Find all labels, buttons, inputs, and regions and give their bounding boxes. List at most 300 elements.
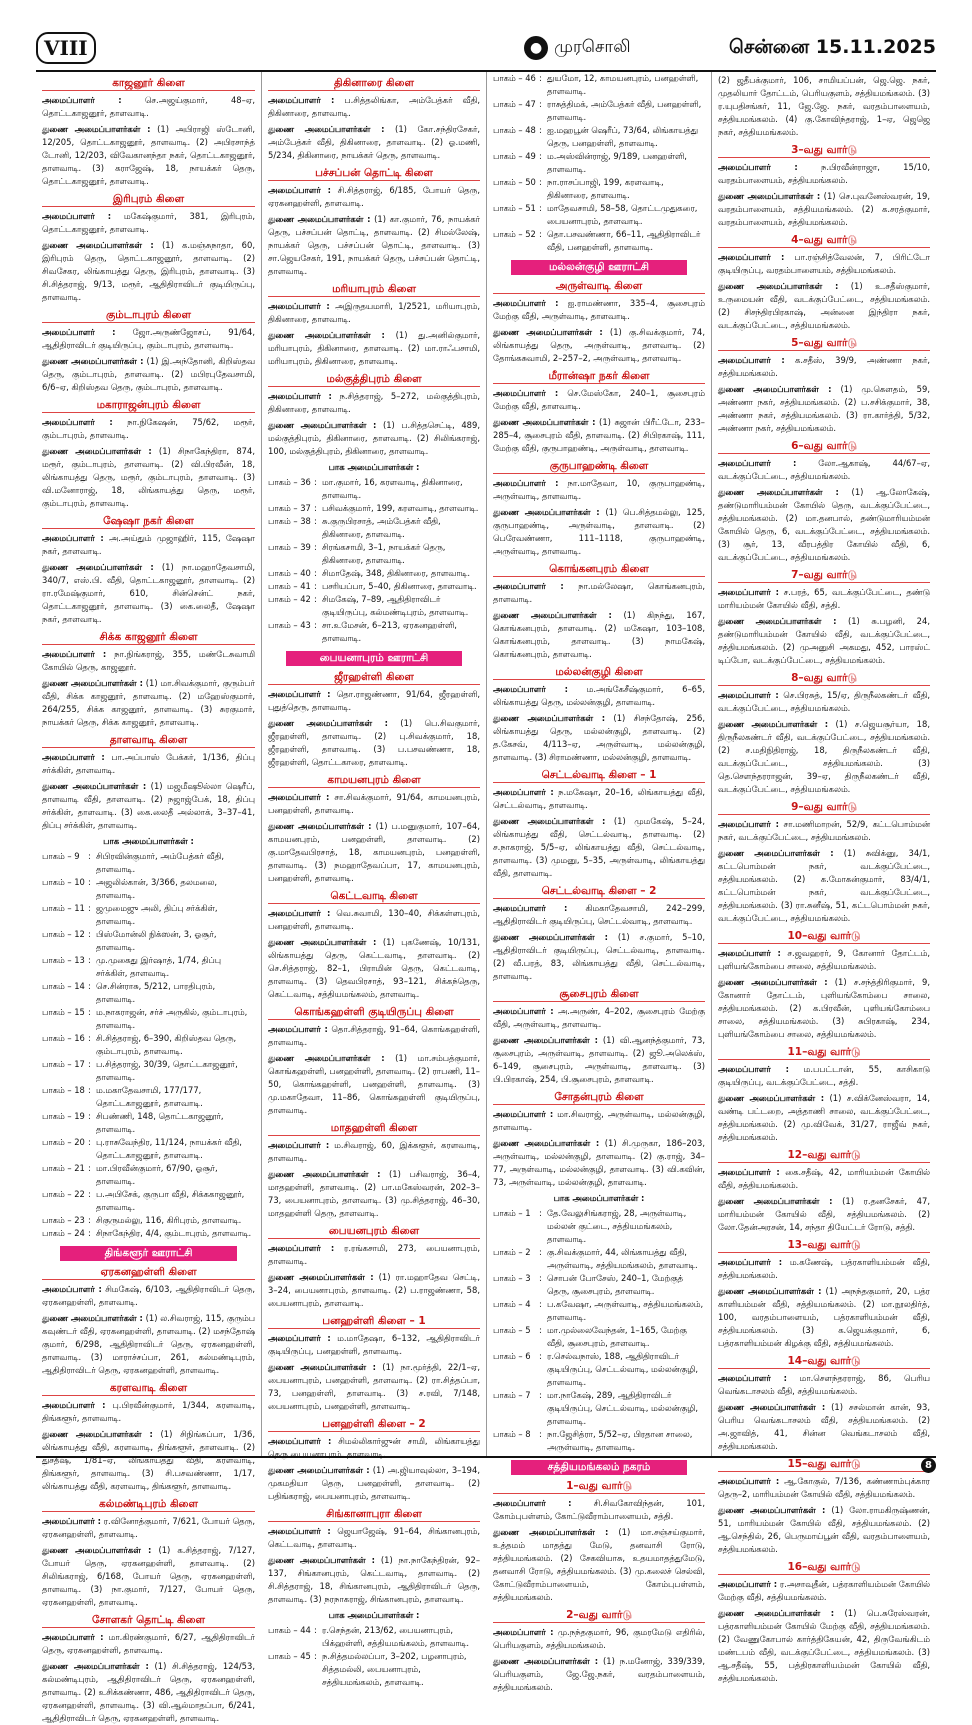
- role-label: துணை அமைப்பாளர்கள் :: [718, 719, 829, 729]
- city-date: சென்னை 15.11.2025: [729, 35, 936, 58]
- branch-heading: காஜனூர் கிளை: [42, 77, 255, 91]
- member-entry: [493, 326, 705, 365]
- member-details: நா.நிங்கராஜ், 355, மண்டேசுவாமி கோயில் தெரு, காஜனூர்.: [42, 649, 255, 672]
- booth-row: [268, 1650, 480, 1689]
- booth-number: பாகம் – 46: [493, 73, 536, 83]
- separator: :: [539, 229, 542, 239]
- booth-number: பாகம் – 40: [268, 568, 311, 578]
- role-label: துணை அமைப்பாளர்கள் :: [42, 562, 154, 572]
- member-details: (2) ஜதீபக்குமார், 106, சாமியப்பன், ஜெ.ஜெ. நகர், முதலியார் தோட்டம், பெரியகுளம், சத்தியமங்கலம். (3) ர.யுபதிசங்கர், 11, ஜே.ஜே. நகர், வரதம்பாளையம், சத்தியமங்கலம். (4) கு.கோவிந்தராஜ், 1–ஏ, ஜெஜெ நகர், சத்தியமங்கலம்.: [718, 75, 930, 137]
- booth-number: பாகம் – 51: [493, 203, 536, 213]
- branch-heading: 10–வது வார்டு: [718, 930, 930, 944]
- section: [268, 1006, 480, 1117]
- member-entry: [42, 648, 255, 674]
- member-details: (1) மா.சஞ்சய்குமார், உத்தமம் மாதத்து மேடு, தனவாசி ரோடு, சத்தியமங்கலம். (2) சேகவியாசு, உதயமாதத்துமேடு, தனவாசி ரோடு, சத்தியமங்கலம். (3) மு.கலைச் செல்வி, கோட்டுவீராம்பாளையம், கோம்புபள்ளம், சத்தியமங்கலம்.: [493, 1527, 705, 1602]
- section: [493, 1192, 705, 1454]
- separator: :: [314, 542, 317, 552]
- booth-number: பாகம் – 20: [42, 1137, 85, 1147]
- section: [42, 77, 255, 188]
- section: [493, 1609, 705, 1694]
- member-entry: [268, 1435, 480, 1461]
- section: [718, 1458, 930, 1556]
- booth-row: [42, 850, 255, 876]
- member-details: அ.அய்தும் முஜாஹிர், 115, ஷேஷா நகர், தாளவாடி.: [42, 533, 255, 556]
- section: [718, 1239, 930, 1350]
- member-details: சிமல்லிகார்ஜுன் சாமி, லிங்காயத்து தெரு பையனாபுரம், தாளவாடி.: [268, 1436, 480, 1459]
- member-details: மா.கிரண்குமார், 6/27, ஆதிதிராவிடர் தெரு, ஏரகனஹள்ளி, தாளவாடி.: [42, 1632, 255, 1655]
- member-entry: [493, 786, 705, 812]
- section: [493, 260, 705, 275]
- member-entry: [268, 907, 480, 933]
- member-details: (1) மஜமீஷூல்லா ஷெரீப், தாளவாடி வீதி, தாளவாடி. (2) நஜாஜ்பேக், 18, திப்பு சர்க்கிள், தாளவாடி. (3) கை.லைதீ அல்லாக், 3–37–41, திப்பு சர்க்கிள், தாளவாடி.: [42, 781, 255, 830]
- member-entry: [42, 1399, 255, 1425]
- branch-heading: 2–வது வார்டு: [493, 1609, 705, 1623]
- member-entry: [268, 936, 480, 1001]
- booth-row: [42, 1110, 255, 1136]
- role-label: துணை அமைப்பாளர்கள் :: [718, 281, 839, 291]
- member-details: வெ.சுவாமி, 130–40, சிக்கள்ளபுரம், பனஹள்ளி, தாளவாடி.: [268, 908, 480, 931]
- booth-number: பாகம் – 13: [42, 955, 85, 965]
- separator: :: [539, 1247, 542, 1257]
- section: [42, 515, 255, 626]
- booth-details: பு.ராசுவேந்திர, 11/124, நாயக்கர் வீதி, தொட்டகாஜனூர், தாளவாடி.: [96, 1137, 242, 1160]
- booth-details: ப.சித்தராஜ், 30/39, தொட்டகாஜனூர், தாளவாடி.: [96, 1059, 238, 1082]
- section: [42, 193, 255, 304]
- booth-details: துயமோ, 12, காமயனபுரம், பனஹள்ளி, தாளவாடி.: [547, 73, 699, 96]
- branch-heading: திகினாரை கிளை: [268, 77, 480, 91]
- booth-number: பாகம் – 23: [42, 1215, 85, 1225]
- separator: :: [539, 151, 542, 161]
- member-entry: [493, 815, 705, 880]
- section: [42, 734, 255, 832]
- section: [493, 988, 705, 1086]
- member-details: (1) ந.மனோஜ், 339/339, பெரியகுளம், ஜே.ஜே.நகர், வரதம்பாளையம், சத்தியமங்கலம்.: [493, 1656, 705, 1692]
- member-details: கை.சதீஷ், 42, மாரியம்மன் கோயில் வீதி, சத்தியமங்கலம்.: [718, 1167, 930, 1190]
- role-label: அமைப்பாளர் :: [718, 587, 779, 597]
- section: [42, 1266, 255, 1377]
- separator: :: [539, 1390, 542, 1400]
- member-details: செ.பிரசுத், 15/ஏ, திருநீலகண்டர் வீதி, வடக்குப்பேட்டை, சத்தியமங்கலம்.: [718, 690, 930, 713]
- booth-row: [493, 124, 705, 150]
- booth-number: பாகம் – 2: [493, 1247, 531, 1257]
- section: [718, 1046, 930, 1144]
- member-entry: [493, 1655, 705, 1694]
- member-details: (1) து.அனில்குமார், மரியாபுரம், திகினாரை, தாளவாடி. (2) மா.ராஃபசாமி, மரியாபுரம், திகினாரை, தாளவாடி.: [268, 330, 481, 366]
- branch-heading: கொங்கனபுரம் கிளை: [493, 563, 705, 577]
- member-details: (1) அபிராஜி ஸ்டோனி, 12/205, தொட்டகாஜனூர், தாளவாடி. (2) அபிரசாந்த் டோனி, 12/203, விவேகானந்தா நகர், தொட்டகாஜனூர், தாளவாடி. (3) கராஜேஷ், 18, நாயக்கர் தெரு, தொட்டகாஜனூர், தாளவாடி.: [42, 124, 256, 186]
- role-label: அமைப்பாளர் :: [718, 1476, 780, 1486]
- member-details: (1) லோ.ராமகிருஷ்ணன், 51, மாரியம்மன் கோயில் வீதி, சத்தியமங்கலம். (2) ஆ.செந்தில், 26, பெருமாய்பூன் வீதி, வரதம்பாளையம், சத்தியமங்கலம்.: [718, 1505, 931, 1554]
- separator: :: [88, 1189, 91, 1199]
- member-details: (1) சி.முருகா, 186–203, அருள்வாடி, மல்லன்குழி, தாளவாடி. (2) கு.ராஜ், 34–77, அருள்வாடி, மல்லன்குழி, தாளவாடி. (3) வி.கவின், 73, அருள்வாடி, மல்லன்குழி, தாளவாடி.: [493, 1138, 705, 1187]
- member-entry: [268, 390, 480, 416]
- booth-row: [42, 1162, 255, 1188]
- section: [268, 1508, 480, 1606]
- member-details: கிமகாதேவசாமி, 242–299, ஆதிதிராவிடர் குடியிருப்பு, செட்டல்வாடி, தாளவாடி.: [493, 903, 706, 926]
- section: [493, 769, 705, 880]
- booth-number: பாகம் – 3: [493, 1273, 531, 1283]
- branch-heading: மல்குத்திபுரம் கிளை: [268, 373, 480, 387]
- member-details: தொ.சித்தராஜ், 91–64, கொங்கஹள்ளி, தாளவாடி.: [268, 1024, 480, 1047]
- member-details: (1) சசல்மான் கான், 93, பெரிய வெங்கடாசலம் வீதி, சத்தியமங்கலம். (2) அ.ஜாவித், 41, சின்ன வெங்கடாசலம் வீதி, சத்தியமங்கலம்.: [718, 1402, 930, 1451]
- separator: :: [88, 1033, 91, 1043]
- member-entry: [493, 609, 705, 661]
- member-entry: [268, 1361, 480, 1413]
- role-label: துணை அமைப்பாளர்கள் :: [268, 1465, 370, 1475]
- role-label: துணை அமைப்பாளர்கள் :: [42, 124, 151, 134]
- role-label: துணை அமைப்பாளர்கள் :: [493, 932, 608, 942]
- member-entry: [718, 718, 930, 796]
- section: [42, 1614, 255, 1725]
- branch-heading: பனஹள்ளி கிளை – 1: [268, 1315, 480, 1329]
- booth-details: சிபிரவின்குமார், அம்பேத்கர் வீதி, தாளவாடி.: [96, 851, 224, 874]
- member-entry: [493, 1626, 705, 1652]
- branch-heading: மரியாபுரம் கிளை: [268, 283, 480, 297]
- member-entry: [42, 1515, 255, 1541]
- column-4: [711, 72, 936, 1683]
- role-label: அமைப்பாளர் :: [268, 391, 332, 401]
- role-label: அமைப்பாளர் :: [718, 1167, 780, 1177]
- member-details: (1) கிநந்து, 167, கொங்கனபுரம், தாளவாடி. (2) மகேஷா, 103–108, கொங்கனபுரம், தாளவாடி. (3) நாமகேஷ், கொங்கனபுரம், தாளவாடி.: [493, 610, 705, 659]
- member-entry: [268, 123, 480, 162]
- separator: :: [88, 929, 91, 939]
- booth-number: பாகம் – 11: [42, 903, 85, 913]
- separator: :: [539, 1273, 542, 1283]
- booth-number: பாகம் – 24: [42, 1228, 85, 1238]
- section: [268, 1122, 480, 1220]
- member-entry: [718, 1256, 930, 1282]
- booth-number: பாகம் – 44: [268, 1625, 311, 1635]
- booth-row: [42, 1214, 255, 1227]
- booth-row: [493, 1207, 705, 1246]
- member-details: தொ.ராஜண்ணா, 91/64, ஜீரஹள்ளி, புதுத்தெரு, தாளவாடி.: [268, 689, 480, 712]
- role-label: துணை அமைப்பாளர்கள் :: [268, 124, 385, 134]
- role-label: அமைப்பாளர் :: [268, 185, 332, 195]
- member-entry: [718, 74, 930, 139]
- booth-row: [493, 176, 705, 202]
- member-entry: [268, 1242, 480, 1268]
- booth-number: பாகம் – 1: [493, 1208, 531, 1218]
- role-label: துணை அமைப்பாளர்கள் :: [718, 616, 837, 626]
- role-label: அமைப்பாளர் :: [493, 787, 554, 797]
- separator: :: [314, 620, 317, 630]
- section: [493, 370, 705, 455]
- member-details: (1) சு.பழனி, 24, தண்டுமாரியம்மன் கோயில் வீதி, வடக்குப்பேட்டை, சத்தியமங்கலம். (2) முஅனுசி அகமது, 452, பாரஸ்ட் டிப்போ, வடக்குப்பேட்டை, சத்தியமங்கலம்.: [718, 616, 930, 665]
- role-label: துணை அமைப்பாளர்கள் :: [493, 713, 606, 723]
- role-label: அமைப்பாளர் :: [493, 1627, 554, 1637]
- member-entry: [493, 1108, 705, 1134]
- section: [42, 835, 255, 1240]
- member-entry: [42, 1660, 255, 1725]
- role-label: அமைப்பாளர் :: [718, 1373, 787, 1383]
- member-entry: [493, 1526, 705, 1604]
- member-entry: [718, 689, 930, 715]
- booth-number: பாகம் – 42: [268, 594, 311, 604]
- member-entry: [718, 161, 930, 187]
- branch-heading: மீரான்ஷா நகர் கிளை: [493, 370, 705, 384]
- member-entry: [42, 355, 255, 394]
- branch-heading: 7–வது வார்டு: [718, 569, 930, 583]
- role-label: துணை அமைப்பாளர்கள் :: [493, 1656, 599, 1666]
- member-entry: [268, 791, 480, 817]
- member-entry: [42, 210, 255, 236]
- role-label: துணை அமைப்பாளர்கள் :: [42, 446, 152, 456]
- booth-row: [268, 1624, 480, 1650]
- member-entry: [268, 300, 480, 326]
- role-label: துணை அமைப்பாளர்கள் :: [718, 1196, 833, 1206]
- section: [268, 774, 480, 885]
- section: [493, 1480, 705, 1604]
- member-details: (1) க.மஞ்சுநாதா, 60, இரிபுரம் தெரு, தொட்டகாஜனூர், தாளவாடி. (2) சிவசேகர, லிங்காயத்து தெரு, இரிபுரம், தாளவாடி. (3) சி.சித்தராஜ், 9/13, மரூர், ஆதிதிராவிடர் குடியிருப்பு, தாளவாடி.: [42, 240, 256, 302]
- subheading: பாக அமைப்பாளர்கள் :: [328, 462, 420, 472]
- booth-number: பாகம் – 43: [268, 620, 311, 630]
- member-details: அஇருதயமாரி, 1/2521, மரியாபுரம், திகினாரை, தாளவாடி.: [268, 301, 481, 324]
- separator: :: [88, 1215, 91, 1225]
- booth-row: [268, 515, 480, 541]
- role-label: துணை அமைப்பாளர்கள் :: [718, 384, 832, 394]
- branch-heading: கல்மண்டிபுரம் கிளை: [42, 1498, 255, 1512]
- member-details: செ.அஜய்குமார், 48–ஏ, தொட்டகாஜனூர், தாளவாடி.: [42, 95, 255, 118]
- branch-heading: பனஹள்ளி கிளை – 2: [268, 1418, 480, 1432]
- booth-row: [42, 1032, 255, 1058]
- booth-details: மாதேவசாமி, 58–58, தொட்டமுதுகரை, பையனாபுரம், தாளவாடி.: [547, 203, 698, 226]
- separator: :: [88, 955, 91, 965]
- booth-row: [42, 1006, 255, 1032]
- booth-number: பாகம் – 4: [493, 1299, 531, 1309]
- booth-details: சிநாகேந்திர, 4/4, கும்டாபுரம், தாளவாடி.: [96, 1228, 252, 1238]
- member-details: (1) ச.ஜெயசூர்யா, 18, திருநீலகண்டர் வீதி, வடக்குப்பேட்டை, சத்தியமங்கலம். (2) ச.மதிநிதிராஜ், 18, திருநீலகண்டர் வீதி, வடக்குப்பேட்டை, சத்தியமங்கலம். (3) தெ.சௌந்தரராஜன், 39–ஏ, திருநீலகண்டர் வீதி, வடக்குப்பேட்டை, சத்தியமங்கலம்.: [718, 719, 930, 794]
- newspaper-name: [524, 36, 631, 60]
- member-entry: [718, 976, 930, 1041]
- member-details: ம.மாதேஷா, 6–132, ஆதிதிராவிடர் குடியிருப்பு, பனஹள்ளி, தாளவாடி.: [268, 1333, 480, 1356]
- member-details: (1) பசிவராஜ், 36–4, மாதஹள்ளி, தாளவாடி. (2) பா.மகேஸ்வரன், 202–3–73, பையனாபுரம், தாளவாடி. (3) மு.சித்தராஜ், 46–30, மாதஹள்ளி தெரு, தாளவாடி.: [268, 1169, 480, 1218]
- member-details: சா.சிவக்குமார், 91/64, காமயனபுரம், பனஹள்ளி, தாளவாடி.: [268, 792, 481, 815]
- role-label: துணை அமைப்பாளர்கள் :: [268, 330, 385, 340]
- member-details: (1) நா.மஹாதேவசாமி, 340/7, எஸ்.பி. வீதி, தொட்டகாஜனூர், தாளவாடி. (2) ரா.ரமேஷ்குமார், 610, சின்சென்ட் நகர், தொட்டகாஜனூர், தாளவாடி. (3) கை.லைதீ, ஷேஷா நகர், தாளவாடி.: [42, 562, 256, 624]
- member-details: (1) நா.மூர்த்தி, 22/1–ஏ, பையனாபுரம், பனஹள்ளி, தாளவாடி. (2) ரா.சித்தப்பா, 73, பனஹள்ளி, தாளவாடி. (3) ச.ரவி, 7/148, பையனாபுரம், பனஹள்ளி, தாளவாடி.: [268, 1362, 480, 1411]
- member-entry: [718, 383, 930, 435]
- member-details: (1) அநந்தகுமார், 20, பத்ர காளியம்மன் வீதி, சத்தியமங்கலம். (2) மா.நூலதிர்த், 100, வரதம்பாளையம், பத்ரகாளியம்மன் வீதி, சத்தியமங்கலம். (3) க.ஜெயக்குமார், 6, பத்ரகாளியம்மன் கிழக்கு வீதி, சத்தியமங்கலம்.: [718, 1286, 930, 1348]
- role-label: துணை அமைப்பாளர்கள் :: [493, 507, 600, 517]
- role-label: அமைப்பாளர் :: [493, 478, 559, 488]
- booth-row: [42, 876, 255, 902]
- member-details: (1) ச.குமார், 5–10, ஆதிதிராவிடர் குடியிருப்பு, செட்டல்வாடி, தாளவாடி. (2) வீ.பரத், 83, லிங்காயத்து வீதி, செட்டல்வாடி, தாளவாடி.: [493, 932, 706, 981]
- member-entry: [268, 213, 480, 278]
- section: [268, 1418, 480, 1503]
- subheading: பாக அமைப்பாளர்கள் :: [328, 1610, 420, 1620]
- member-entry: [718, 251, 930, 277]
- booth-row: [42, 1084, 255, 1110]
- member-entry: [268, 419, 480, 458]
- booth-details: ராசுத்திமக், அம்பேத்கர் வீதி, பனஹள்ளி, தாளவாடி.: [547, 99, 702, 122]
- branch-heading: இரிபுரம் கிளை: [42, 193, 255, 207]
- member-entry: [718, 1401, 930, 1453]
- member-entry: [42, 751, 255, 777]
- section: [718, 930, 930, 1041]
- member-details: ம.சிவராஜ், 60, இக்களூர், கரளவாடி, தாளவாடி.: [268, 1140, 480, 1163]
- booth-row: [493, 1298, 705, 1324]
- member-entry: [493, 683, 705, 709]
- section: [268, 1315, 480, 1413]
- section: [268, 283, 480, 368]
- member-details: ஜெயாஜேஷ், 91–64, சிங்கானபுரம், கெட்டவாடி, தாளவாடி.: [268, 1526, 480, 1549]
- member-entry: [42, 1428, 255, 1493]
- panchayat-heading: மல்லன்குழி ஊராட்சி: [511, 260, 687, 275]
- member-details: அ.அருண், 4–202, சூசைபுரம் மேற்கு வீதி, அருள்வாடி, தாளவாடி.: [493, 1006, 705, 1029]
- booth-number: பாகம் – 52: [493, 229, 536, 239]
- member-entry: [268, 1525, 480, 1551]
- section: [493, 666, 705, 764]
- member-details: ஜோ.அருண்ஜோசப், 91/64, ஆதிதிராவிடர் குடியிருப்பு, கும்டாபுரம், தாளவாடி.: [42, 327, 255, 350]
- role-label: அமைப்பாளர் :: [42, 649, 107, 659]
- member-entry: [718, 1285, 930, 1350]
- role-label: துணை அமைப்பாளர்கள் :: [268, 1362, 376, 1372]
- booth-row: [493, 98, 705, 124]
- role-label: துணை அமைப்பாளர்கள் :: [42, 1429, 153, 1439]
- role-label: அமைப்பாளர் :: [42, 533, 104, 543]
- role-label: துணை அமைப்பாளர்கள் :: [718, 1608, 835, 1618]
- branch-heading: 6–வது வார்டு: [718, 440, 930, 454]
- member-entry: [42, 780, 255, 832]
- branch-heading: மல்லன்குழி கிளை: [493, 666, 705, 680]
- separator: :: [539, 125, 542, 135]
- booth-details: ர.செந்தன், 213/62, பையனாபுரம், பிக்ஹள்ளி, சத்தியமங்கலம், தாளவாடி.: [322, 1625, 470, 1648]
- booth-details: பிஸ்மோன்லி நிக்ஸன், 3, ஓசூர், தாளவாடி.: [96, 929, 217, 952]
- booth-row: [42, 1058, 255, 1084]
- booth-row: [268, 502, 480, 515]
- member-entry: [718, 947, 930, 973]
- role-label: துணை அமைப்பாளர்கள் :: [718, 1093, 825, 1103]
- role-label: துணை அமைப்பாளர்கள் :: [268, 1555, 376, 1565]
- booth-number: பாகம் – 49: [493, 151, 536, 161]
- member-entry: [718, 1475, 930, 1501]
- booth-row: [268, 476, 480, 502]
- role-label: அமைப்பாளர் :: [718, 690, 779, 700]
- branch-heading: 15–வது வார்டு: [718, 1458, 930, 1472]
- member-details: ந.சித்தராஜ், 5–272, மல்குத்திபுரம், திகினாரை, தாளவாடி.: [268, 391, 480, 414]
- section: [493, 563, 705, 661]
- booth-details: சிமகேஷ், 7–89, ஆதிதிராவிடர் குடியிருப்பு, கல்மண்டிபுரம், தாளவாடி.: [322, 594, 469, 617]
- member-details: (1) சி.சித்தராஜ், 124/53, கல்மண்டிபுரம், ஆதிதிராவிடர் தெரு, ஏரகனஹள்ளி, தாளவாடி. (2) உசிக்கண்ணா, 486, ஆதிதிராவிடர் தெரு, ஏரகனஹள்ளி, தாளவாடி. (3) வி.ஆல்மாதப்பா, 6/241, ஆதிதிராவிடர் தெரு, ஏரகனஹள்ளி, தாளவாடி.: [42, 1661, 255, 1723]
- branch-heading: 5–வது வார்டு: [718, 337, 930, 351]
- member-entry: [718, 847, 930, 925]
- newspaper-title: முரசொலி: [554, 37, 631, 57]
- separator: :: [314, 477, 317, 487]
- booth-row: [268, 541, 480, 567]
- separator: :: [88, 1137, 91, 1147]
- booth-number: பாகம் – 18: [42, 1085, 85, 1095]
- member-details: (1) அ.ஜியாவுல்லா, 3–194, முகமதியா தெரு, பனஹள்ளி, தாளவாடி. (2) பதிங்கராஜ், பையனாபுரம், தாளவாடி.: [268, 1465, 480, 1501]
- member-details: மா.சிவராஜ், அருள்வாடி, மல்லன்குழி, தாளவாடி.: [493, 1109, 705, 1132]
- separator: :: [88, 903, 91, 913]
- section: [268, 671, 480, 769]
- member-details: மா.சௌந்தரராஜ், 86, பெரிய வெங்கடாசலம் வீதி, சத்தியமங்கலம்.: [718, 1373, 930, 1396]
- booth-details: நா.ஜேசித்ரா, 5/52–ஏ, பிரதான சாலை, அருள்வாடி, தாளவாடி.: [547, 1429, 693, 1452]
- role-label: துணை அமைப்பாளர்கள் :: [268, 420, 377, 430]
- section: [718, 74, 930, 139]
- section: [718, 1561, 930, 1685]
- role-label: அமைப்பாளர் :: [268, 1436, 332, 1446]
- booth-number: பாகம் – 37: [268, 503, 311, 513]
- column-1: [36, 72, 261, 1723]
- member-details: (1) வி.ஆனந்த்குமார், 73, சூசைபுரம், அருள்வாடி, தாளவாடி. (2) ஜூ.அலெக்ஸ், 6–149, சூசைபுரம், அருள்வாடி, தாளவாடி. (3) பி.பிரகாஷ், 254, பி.சூசைபுரம், தாளவாடி.: [493, 1035, 705, 1084]
- role-label: அமைப்பாளர் :: [42, 417, 113, 427]
- booth-row: [42, 954, 255, 980]
- booth-row: [493, 1246, 705, 1272]
- booth-details: சிகுருமல்லு, 116, கிரிபுரம், தாளவாடி.: [96, 1215, 242, 1225]
- branch-heading: 12–வது வார்டு: [718, 1149, 930, 1163]
- separator: :: [539, 1208, 542, 1218]
- role-label: அமைப்பாளர் :: [268, 689, 331, 699]
- section: [268, 651, 480, 666]
- separator: :: [539, 203, 542, 213]
- branch-heading: 13–வது வார்டு: [718, 1239, 930, 1253]
- member-details: (1) செ.புவனேஸ்வரன், 19, வரதம்பாளையம், சத்தியமங்கலம். (2) க.சரத்குமார், வரதம்பாளையம், சத்தியமங்கலம்.: [718, 191, 930, 227]
- separator: :: [314, 516, 317, 526]
- member-details: (1) ஆ.லோகேஷ், தண்டுமாரியம்மன் கோயில் தெரு, வடக்குப்பேட்டை, சத்தியமங்கலம். (2) மா.தனபால், தண்டுமாரியம்மன் கோயில் தெரு, 6, வடக்குப்பேட்டை, சத்தியமங்கலம். (3) சூர், 13, வீரபத்திர கோயில் வீதி, 6, வடக்குப்பேட்டை, சத்தியமங்கலம்.: [718, 487, 930, 562]
- member-entry: [42, 1283, 255, 1309]
- member-details: (1) ரா.மஹாதேவ செட்டி, 3–24, பையனாபுரம், தாளவாடி. (2) ப.ராஜண்ணா, 58, பையனாபுரம், தாளவாடி.: [268, 1272, 480, 1308]
- booth-details: சி.சித்தராஜ், 6–390, கிறிஸ்தவ தெரு, கும்டாபுரம், தாளவாடி.: [96, 1033, 237, 1056]
- member-entry: [268, 717, 480, 769]
- member-details: (1) கா.குமார், 76, நாயக்கர் தெரு, பச்சப்பன் தொட்டி, தாளவாடி. (2) சிமல்லேஷ், நாயக்கர் தெரு, பச்சப்பன் தொட்டி, தாளவாடி. (3) சா.ஜெயசேகர், 191, நாயக்கர் தெரு, பச்சப்பன் தொட்டி, தாளவாடி.: [268, 214, 481, 276]
- member-entry: [718, 1195, 930, 1234]
- member-details: சி.சிவகோவிந்தன், 101, கோம்புபள்ளம், கோட்டுவீராம்பாளையம், சத்தி.: [493, 1498, 705, 1521]
- role-label: துணை அமைப்பாளர்கள் :: [42, 1545, 152, 1555]
- branch-heading: 4–வது வார்டு: [718, 234, 930, 248]
- separator: :: [539, 1429, 542, 1439]
- member-details: நா.நிகேஷன், 75/62, மரூர், கும்டாபுரம், தாளவாடி.: [42, 417, 255, 440]
- separator: :: [539, 1299, 542, 1309]
- role-label: துணை அமைப்பாளர்கள் :: [42, 356, 144, 366]
- booth-number: பாகம் – 15: [42, 1007, 85, 1017]
- member-entry: [493, 580, 705, 606]
- member-details: (1) புகணேஷ், 10/131, லிங்காயத்து தெரு, கெட்டவாடி, தாளவாடி. (2) செ.சித்தராஜ், 82–1, பிராமின் தெரு, கெட்டவாடி, தாளவாடி. (3) தெவபிரசாத், 93–121, சிக்கந்தெரு, கெட்டவாடி, சத்தியமங்கலம், தாளவாடி.: [268, 937, 480, 999]
- booth-number: பாகம் – 9: [42, 851, 80, 861]
- role-label: அமைப்பாளர் :: [268, 301, 330, 311]
- member-entry: [268, 1139, 480, 1165]
- role-label: அமைப்பாளர் :: [42, 211, 112, 221]
- member-details: நா.மல்லேஷா, கொங்கனபுரம், தாளவாடி.: [493, 581, 705, 604]
- member-details: லோ.ஆகாஷ், 44/67–ஏ, வடக்குப்பேட்டை, சத்தியமங்கலம்.: [718, 458, 930, 481]
- member-details: க.சதீஸ், 39/9, அண்ணா நகர், சத்தியமங்கலம்.: [718, 355, 930, 378]
- separator: :: [539, 177, 542, 187]
- branch-heading: கெட்டவாடி கிளை: [268, 890, 480, 904]
- member-entry: [718, 354, 930, 380]
- separator: :: [88, 1228, 91, 1238]
- section: [493, 1091, 705, 1189]
- member-details: ர.வினோத்குமார், 7/621, போயர் தெரு, ஏரகனஹள்ளி, தாளவாடி.: [42, 1516, 255, 1539]
- role-label: அமைப்பாளர் :: [718, 1064, 789, 1074]
- booth-row: [42, 1188, 255, 1214]
- branch-heading: 16–வது வார்டு: [718, 1561, 930, 1575]
- elephant-logo-icon: ●: [524, 36, 548, 60]
- member-details: (1) மா.சிவக்குமார், குரும்பர் வீதி, சிக்க காஜனூர், தாளவாடி. (2) மஹேஸ்குமார், 264/255, சிக்க காஜனூர், தாளவாடி. (3) சுரகுமார், நாயக்கர் தெரு, சிக்க காஜனூர், தாளவாடி.: [42, 678, 256, 727]
- member-details: ப.சித்தலிங்கா, அம்பேத்கர் வீதி, திகினாரை, தாளவாடி.: [268, 95, 480, 118]
- booth-details: சு.குருபிரசாத், அம்பேத்கர் வீதி, திகினாரை, தாளவாடி.: [322, 516, 441, 539]
- role-label: அமைப்பாளர் :: [493, 1109, 554, 1119]
- member-details: (1) மா.சம்பத்குமார், கொங்கஹள்ளி, பனஹள்ளி, தாளவாடி. (2) ராபணி, 11–50, கொங்கஹள்ளி, பனஹள்ளி, தாளவாடி. (3) மு.மகாதேவா, 11–86, கொங்கஹள்ளி குடியிருப்பு, தாளவாடி.: [268, 1053, 480, 1115]
- section: [718, 569, 930, 667]
- panchayat-heading: சத்தியமங்கலம் நகரம்: [511, 1460, 687, 1475]
- booth-row: [493, 1350, 705, 1389]
- booth-row: [42, 928, 255, 954]
- member-entry: [718, 1504, 930, 1556]
- role-label: துணை அமைப்பாளர்கள் :: [42, 678, 143, 688]
- booth-details: ஐ.மஹபூன் ஷெரீப், 73/64, லிங்காயத்து தெரு, பனஹள்ளி, தாளவாடி.: [547, 125, 698, 148]
- booth-number: பாகம் – 48: [493, 125, 536, 135]
- member-details: பா.ரஞ்சித்வேலன், 7, பிரிட்டோ குடியிருப்பு, வரதம்பாளையம், சத்தியமங்கலம்.: [718, 252, 930, 275]
